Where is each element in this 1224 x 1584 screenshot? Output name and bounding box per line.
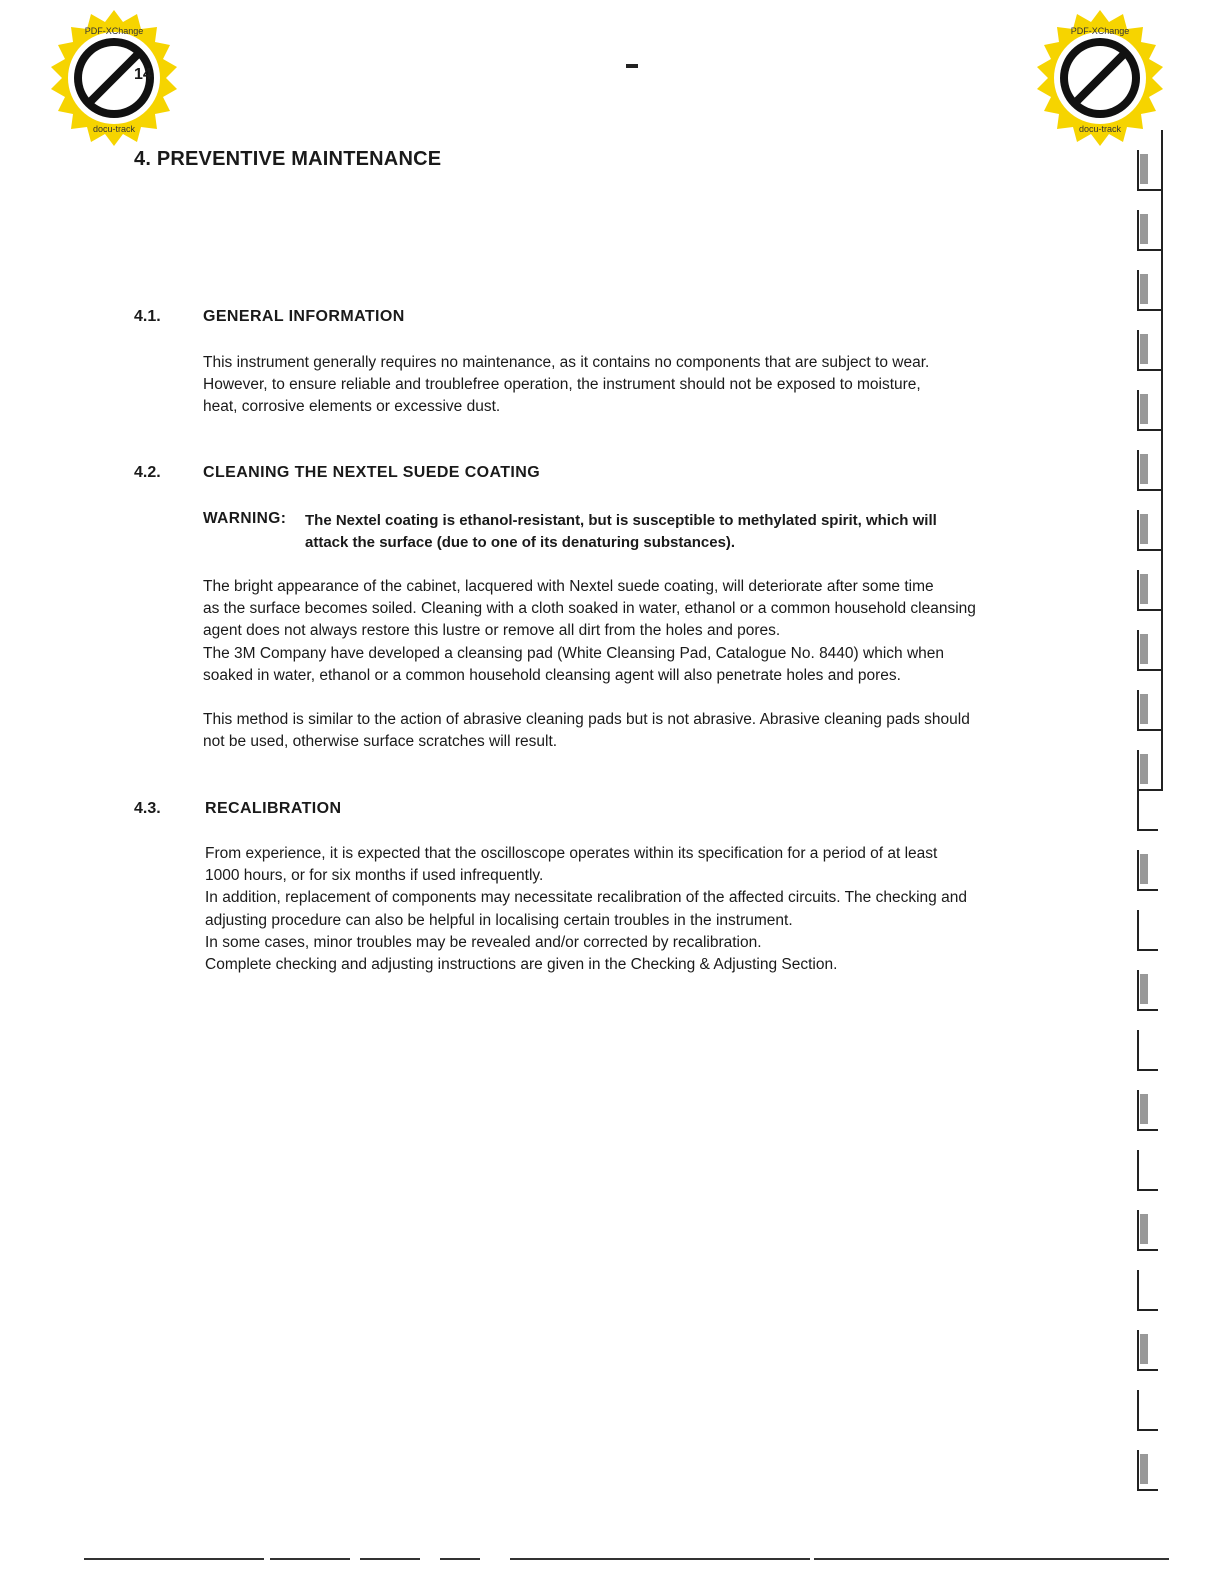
paragraph-line: In some cases, minor troubles may be revealed and/or corrected by recalibration. — [205, 933, 762, 951]
recalibration-paragraph — [205, 843, 1075, 976]
svg-text:PDF-XChange: PDF-XChange — [1070, 26, 1130, 36]
binder-tabs — [1128, 110, 1178, 1530]
section-number-4-1: 4.1. — [134, 308, 161, 325]
paragraph-line: The 3M Company have developed a cleansing pad (White Cleansing Pad, Catalogue No. 8440) which when — [203, 644, 945, 662]
paragraph-line: soaked in water, ethanol or a common household cleansing agent will also penetrate holes and pores. — [203, 666, 901, 684]
paragraph-line: 1000 hours, or for six months if used infrequently. — [205, 867, 544, 885]
footer-scan-line — [84, 1556, 1169, 1562]
paragraph-line: not be used, otherwise surface scratches will result. — [203, 733, 558, 751]
section-heading-recalibration: RECALIBRATION — [205, 800, 342, 817]
warning-label: WARNING: — [203, 510, 287, 527]
scan-dash-mark — [626, 64, 638, 68]
paragraph-line: This method is similar to the action of abrasive cleaning pads but is not abrasive. Abrasive cleaning pads should — [203, 711, 970, 728]
chapter-title: 4. PREVENTIVE MAINTENANCE — [134, 148, 442, 170]
page-number: 14 — [134, 66, 152, 83]
svg-text:PDF-XChange: PDF-XChange — [84, 26, 144, 36]
paragraph-line: From experience, it is expected that the oscilloscope operates within its specification for a period of at least — [205, 845, 938, 862]
paragraph-line: However, to ensure reliable and troublefree operation, the instrument should not be exposed to moisture, — [203, 376, 921, 394]
paragraph-line: heat, corrosive elements or excessive dust. — [203, 398, 501, 416]
paragraph-line: adjusting procedure can also be helpful in localising certain troubles in the instrument. — [205, 911, 793, 929]
section-number-4-2: 4.2. — [134, 464, 161, 481]
warning-line: attack the surface (due to one of its denaturing substances). — [305, 534, 736, 551]
paragraph-line: as the surface becomes soiled. Cleaning with a cloth soaked in water, ethanol or a common household cleansing — [203, 600, 976, 618]
paragraph-line: In addition, replacement of components may necessitate recalibration of the affected circuits. The checking and — [205, 889, 967, 907]
cleaning-paragraph-1 — [203, 576, 1073, 687]
section-heading-general-information: GENERAL INFORMATION — [203, 308, 405, 325]
paragraph-line: Complete checking and adjusting instructions are given in the Checking & Adjusting Section. — [205, 956, 838, 974]
paragraph-line: The bright appearance of the cabinet, lacquered with Nextel suede coating, will deteriorate after some time — [203, 578, 934, 595]
section-number-4-3: 4.3. — [134, 800, 161, 817]
paragraph-line: This instrument generally requires no maintenance, as it contains no components that are subject to wear. — [203, 354, 930, 371]
svg-text:docu-track: docu-track — [1078, 124, 1122, 134]
warning-text — [305, 510, 937, 554]
svg-text:docu-track: docu-track — [92, 124, 136, 134]
paragraph-line: agent does not always restore this lustre or remove all dirt from the holes and pores. — [203, 622, 781, 640]
pdf-xchange-watermark-left[interactable] — [44, 8, 184, 148]
general-information-paragraph — [203, 352, 1073, 419]
warning-line: The Nextel coating is ethanol-resistant, but is susceptible to methylated spirit, which will — [305, 512, 937, 529]
cleaning-paragraph-2 — [203, 709, 1073, 753]
section-heading-cleaning: CLEANING THE NEXTEL SUEDE COATING — [203, 464, 541, 481]
